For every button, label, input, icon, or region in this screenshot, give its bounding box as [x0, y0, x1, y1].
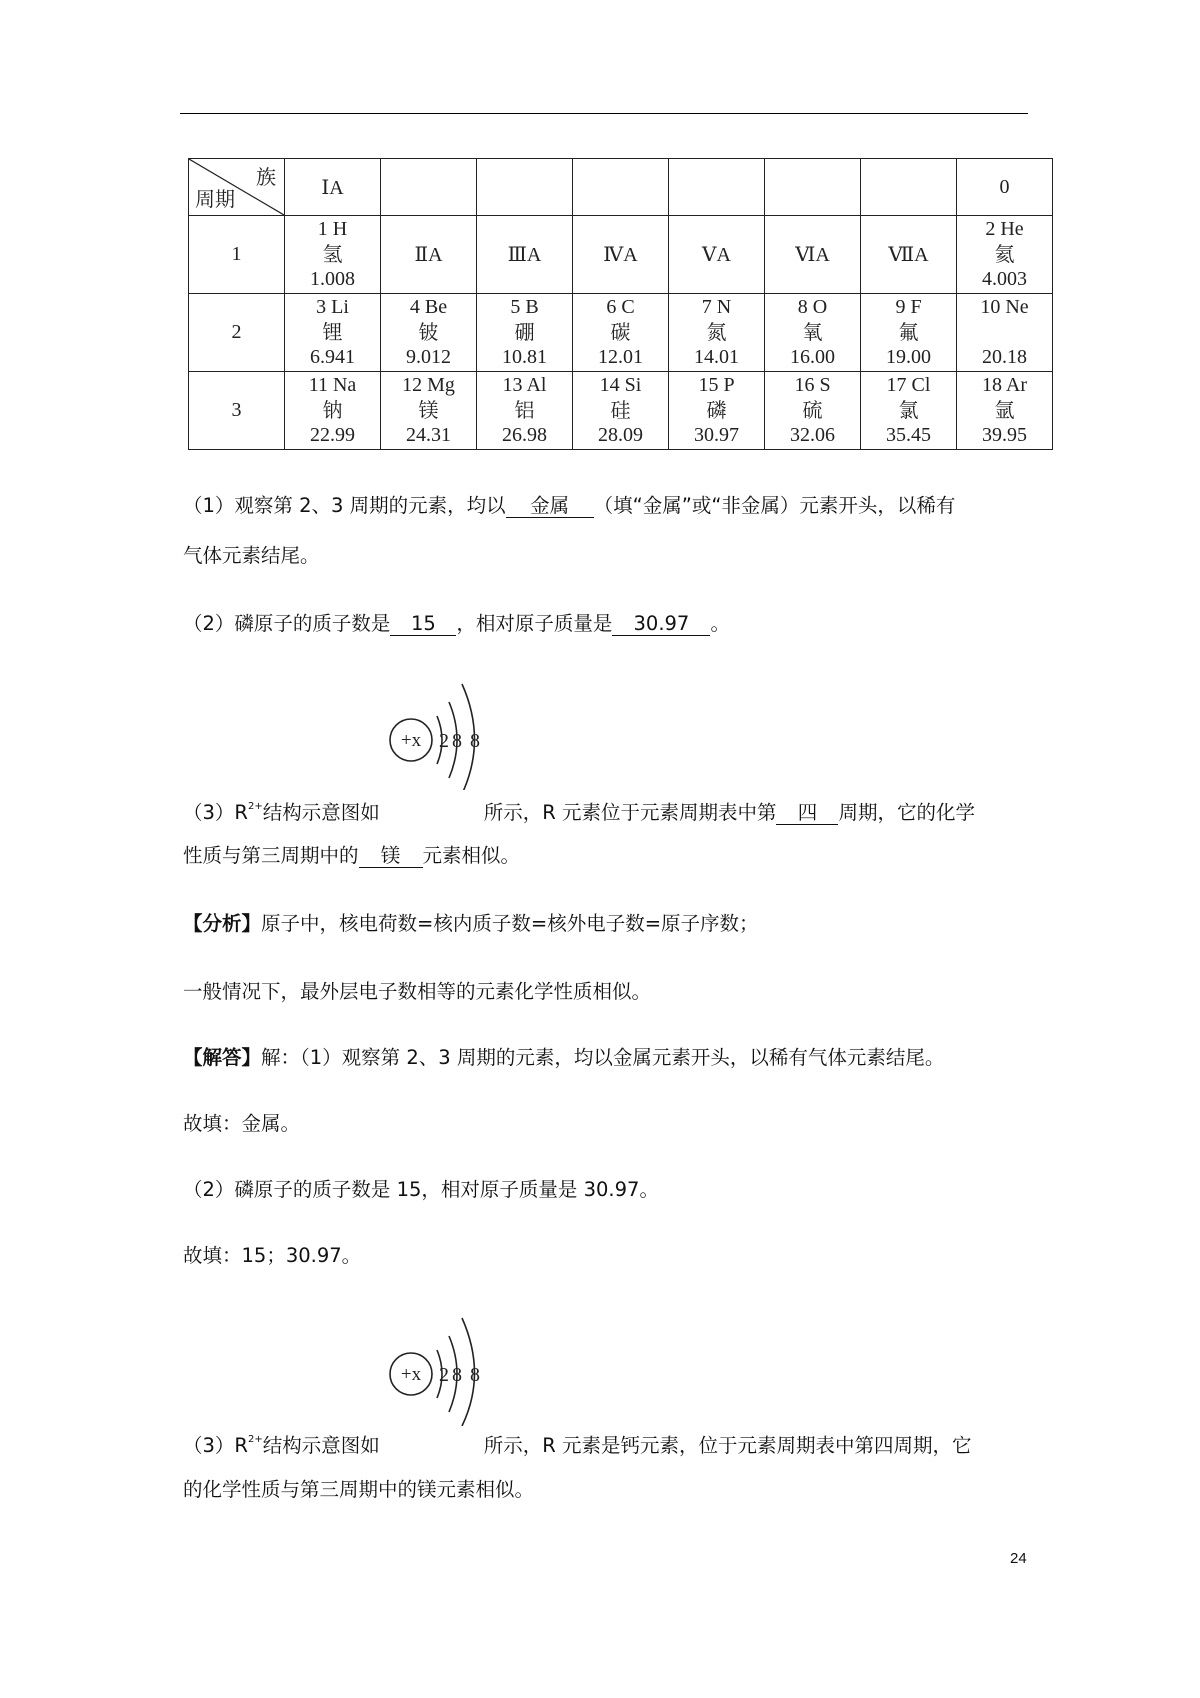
corner-group-label: 族 — [256, 167, 276, 189]
element-name: 硅 — [610, 398, 631, 422]
question-2: （2）磷原子的质子数是 15 ，相对原子质量是 30.97 。 — [183, 612, 730, 635]
element-number-symbol: 7 N — [701, 296, 732, 318]
element-number-symbol: 16 S — [794, 374, 831, 396]
answer-blank-5: 镁 — [359, 845, 423, 868]
element-mass: 26.98 — [502, 424, 547, 446]
header-cell: ⅠA — [285, 159, 381, 216]
header-cell — [381, 159, 477, 216]
element-number-symbol: 11 Na — [308, 374, 357, 396]
header-cell — [669, 159, 765, 216]
header-cell: 0 — [957, 159, 1053, 216]
element-cell — [957, 216, 1053, 294]
element-number-symbol: 10 Ne — [980, 296, 1029, 318]
element-name: 磷 — [706, 398, 727, 422]
group-label-cell: ⅡA — [381, 216, 477, 294]
period-cell: 3 — [189, 372, 285, 450]
group-label-cell: ⅤA — [669, 216, 765, 294]
element-number-symbol: 2 He — [985, 218, 1024, 240]
element-mass: 4.003 — [982, 268, 1027, 290]
corner-period-label: 周期 — [195, 189, 235, 211]
element-cell — [285, 216, 381, 294]
period-cell: 2 — [189, 294, 285, 372]
element-cell — [573, 294, 669, 372]
element-mass: 1.008 — [310, 268, 355, 290]
shell-1-electrons: 2 — [439, 730, 449, 752]
solution-fill-2: 故填：15；30.97。 — [183, 1244, 362, 1267]
question-1-line-1: （1）观察第 2、3 周期的元素，均以 金属 （填“金属”或“非金属）元素开头，以稀有 — [183, 494, 956, 517]
atom-structure-diagram — [385, 664, 505, 794]
element-cell — [381, 372, 477, 450]
element-name: 氢 — [322, 242, 343, 266]
group-label-cell: ⅢA — [477, 216, 573, 294]
element-cell — [573, 372, 669, 450]
shell-2-electrons: 8 — [452, 1364, 462, 1386]
element-number-symbol: 6 C — [606, 296, 635, 318]
element-mass: 14.01 — [694, 346, 739, 368]
header-cell — [861, 159, 957, 216]
table-header-row — [189, 159, 1053, 216]
element-mass: 28.09 — [598, 424, 643, 446]
analysis-line-2: 一般情况下，最外层电子数相等的元素化学性质相似。 — [183, 980, 652, 1003]
element-name: 铝 — [514, 398, 535, 422]
element-mass: 6.941 — [310, 346, 355, 368]
element-number-symbol: 14 Si — [599, 374, 642, 396]
shell-3-electrons: 8 — [470, 1364, 480, 1386]
element-cell — [861, 294, 957, 372]
table-row — [189, 216, 1053, 294]
element-mass: 39.95 — [982, 424, 1027, 446]
periodic-table — [188, 158, 1053, 450]
element-mass: 20.18 — [982, 346, 1027, 368]
element-name: 铍 — [418, 320, 439, 344]
element-cell — [957, 294, 1053, 372]
atom-structure-diagram-2 — [385, 1298, 505, 1430]
shell-1-electrons: 2 — [439, 1364, 449, 1386]
solution-tag: 【解答】 — [183, 1046, 262, 1069]
element-cell — [957, 372, 1053, 450]
element-mass: 32.06 — [790, 424, 835, 446]
element-number-symbol: 1 H — [317, 218, 348, 240]
header-cell — [573, 159, 669, 216]
nucleus-label: +x — [400, 1364, 422, 1385]
table-row — [189, 372, 1053, 450]
analysis-tag: 【分析】 — [183, 912, 262, 935]
shell-3-electrons: 8 — [470, 730, 480, 752]
answer-blank-1: 金属 — [506, 495, 594, 518]
element-cell — [765, 372, 861, 450]
answer-blank-3: 30.97 — [612, 613, 710, 636]
question-3-line-1: $(3)R^{2+}$结构示意图如 所示，R 元素位于元素周期表中第 四 周期，它的化学 — [183, 801, 975, 824]
element-name: 氦 — [994, 242, 1015, 266]
element-cell — [765, 294, 861, 372]
element-cell — [669, 372, 765, 450]
shell-2-electrons: 8 — [452, 730, 462, 752]
group-label-cell: ⅥA — [765, 216, 861, 294]
element-number-symbol: 4 Be — [409, 296, 448, 318]
element-mass: 9.012 — [406, 346, 451, 368]
element-name: 氯 — [898, 398, 919, 422]
element-name: 锂 — [322, 320, 343, 344]
element-number-symbol: 12 Mg — [402, 374, 455, 396]
element-number-symbol: 18 Ar — [982, 374, 1027, 396]
question-3-line-2: 性质与第三周期中的 镁 元素相似。 — [183, 844, 521, 867]
element-mass: 16.00 — [790, 346, 835, 368]
element-cell — [669, 294, 765, 372]
question-1-line-2: 气体元素结尾。 — [183, 544, 320, 567]
header-rule — [180, 113, 1028, 114]
element-cell — [285, 372, 381, 450]
answer-blank-4: 四 — [776, 802, 838, 825]
table-row — [189, 294, 1053, 372]
element-name: 氟 — [898, 320, 919, 344]
element-cell — [381, 294, 477, 372]
element-mass: 12.01 — [598, 346, 643, 368]
element-mass: 30.97 — [694, 424, 739, 446]
solution-line-1: 【解答】解：（1）观察第 2、3 周期的元素，均以金属元素开头，以稀有气体元素结尾。 — [183, 1046, 945, 1069]
group-label-cell: ⅣA — [573, 216, 669, 294]
table-corner-cell — [189, 159, 285, 216]
element-name: 镁 — [418, 398, 439, 422]
element-name: 氮 — [706, 320, 727, 344]
element-name: 氩 — [994, 398, 1015, 422]
element-number-symbol: 5 B — [510, 296, 539, 318]
element-number-symbol: 15 P — [698, 374, 735, 396]
solution-line-2: （2）磷原子的质子数是 15，相对原子质量是 30.97。 — [183, 1178, 659, 1201]
solution-line-3: $(3)R^{2+}$结构示意图如 所示，R 元素是钙元素，位于元素周期表中第四周期，它 — [183, 1434, 972, 1457]
group-label-cell: ⅦA — [861, 216, 957, 294]
element-number-symbol: 3 Li — [316, 296, 349, 318]
element-number-symbol: 9 F — [895, 296, 922, 318]
element-number-symbol: 13 Al — [502, 374, 547, 396]
element-mass: 10.81 — [502, 346, 547, 368]
element-mass: 22.99 — [310, 424, 355, 446]
page-number: 24 — [1010, 1550, 1027, 1567]
solution-fill-1: 故填：金属。 — [183, 1112, 301, 1135]
nucleus-label: +x — [400, 730, 422, 751]
element-mass: 35.45 — [886, 424, 931, 446]
element-mass: 24.31 — [406, 424, 451, 446]
answer-blank-2: 15 — [390, 613, 456, 636]
element-name: 钠 — [322, 398, 343, 422]
element-cell — [861, 372, 957, 450]
element-name: 硼 — [514, 320, 535, 344]
header-cell — [477, 159, 573, 216]
element-number-symbol: 17 Cl — [886, 374, 931, 396]
solution-line-4: 的化学性质与第三周期中的镁元素相似。 — [183, 1478, 535, 1501]
element-name: 硫 — [802, 398, 823, 422]
element-number-symbol: 8 O — [797, 296, 828, 318]
element-cell — [477, 372, 573, 450]
analysis-line-1: 【分析】原子中，核电荷数=核内质子数=核外电子数=原子序数； — [183, 912, 759, 935]
element-cell — [477, 294, 573, 372]
header-cell — [765, 159, 861, 216]
element-name: 氧 — [802, 320, 823, 344]
element-mass: 19.00 — [886, 346, 931, 368]
period-cell: 1 — [189, 216, 285, 294]
element-name: 碳 — [610, 320, 631, 344]
element-cell — [285, 294, 381, 372]
